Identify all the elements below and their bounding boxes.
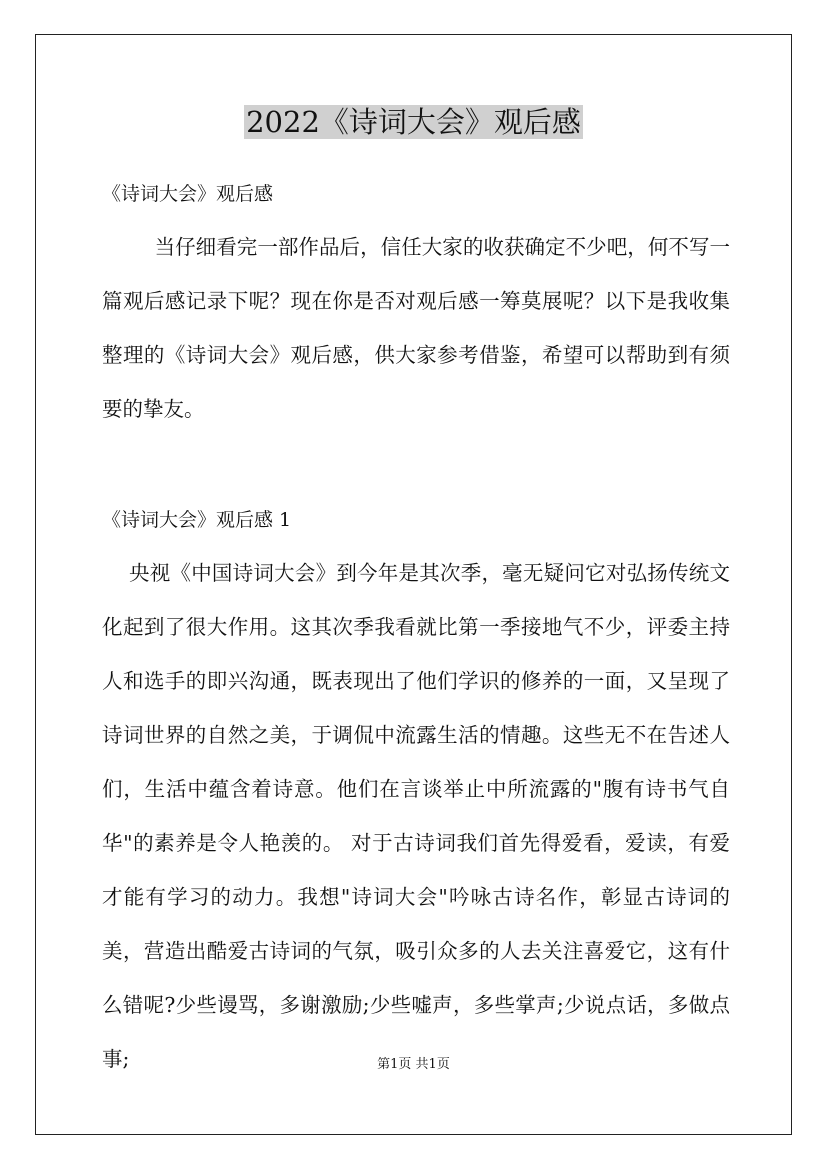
document-title-text: 2022《诗词大会》观后感 <box>246 105 581 139</box>
document-subtitle: 《诗词大会》观后感 <box>102 183 274 205</box>
section-paragraph: 央视《中国诗词大会》到今年是其次季，毫无疑问它对弘扬传统文化起到了很大作用。这其次季我看就比第一季接地气不少，评委主持人和选手的即兴沟通，既表现出了他们学识的修养的一面，又呈现了诗词世界的自然之美，于调侃中流露生活的情趣。这些无不在告述人们，生活中蕴含着诗意。他们在言谈举止中所流露的"腹有诗书气自华"的素养是令人艳羡的。 对于古诗词我们首先得爱看，爱读，有爱才能有学习的动力。我想"诗词大会"吟咏古诗名作，彰显古诗词的美，营造出酷爱古诗词的气氛，吸引众多的人去关注喜爱它，这有什么错呢?少些谩骂，多谢激励;少些嘘声，多些掌声;少说点话，多做点事; <box>102 561 730 1071</box>
section-heading: 《诗词大会》观后感 1 <box>102 509 292 531</box>
page-footer: 第1页 共1页 <box>377 1057 450 1072</box>
intro-paragraph: 当仔细看完一部作品后，信任大家的收获确定不少吧，何不写一篇观后感记录下呢？现在你是否对观后感一筹莫展呢？以下是我收集整理的《诗词大会》观后感，供大家参考借鉴，希望可以帮助到有须要的挚友。 <box>102 235 730 421</box>
document-title <box>0 104 827 140</box>
